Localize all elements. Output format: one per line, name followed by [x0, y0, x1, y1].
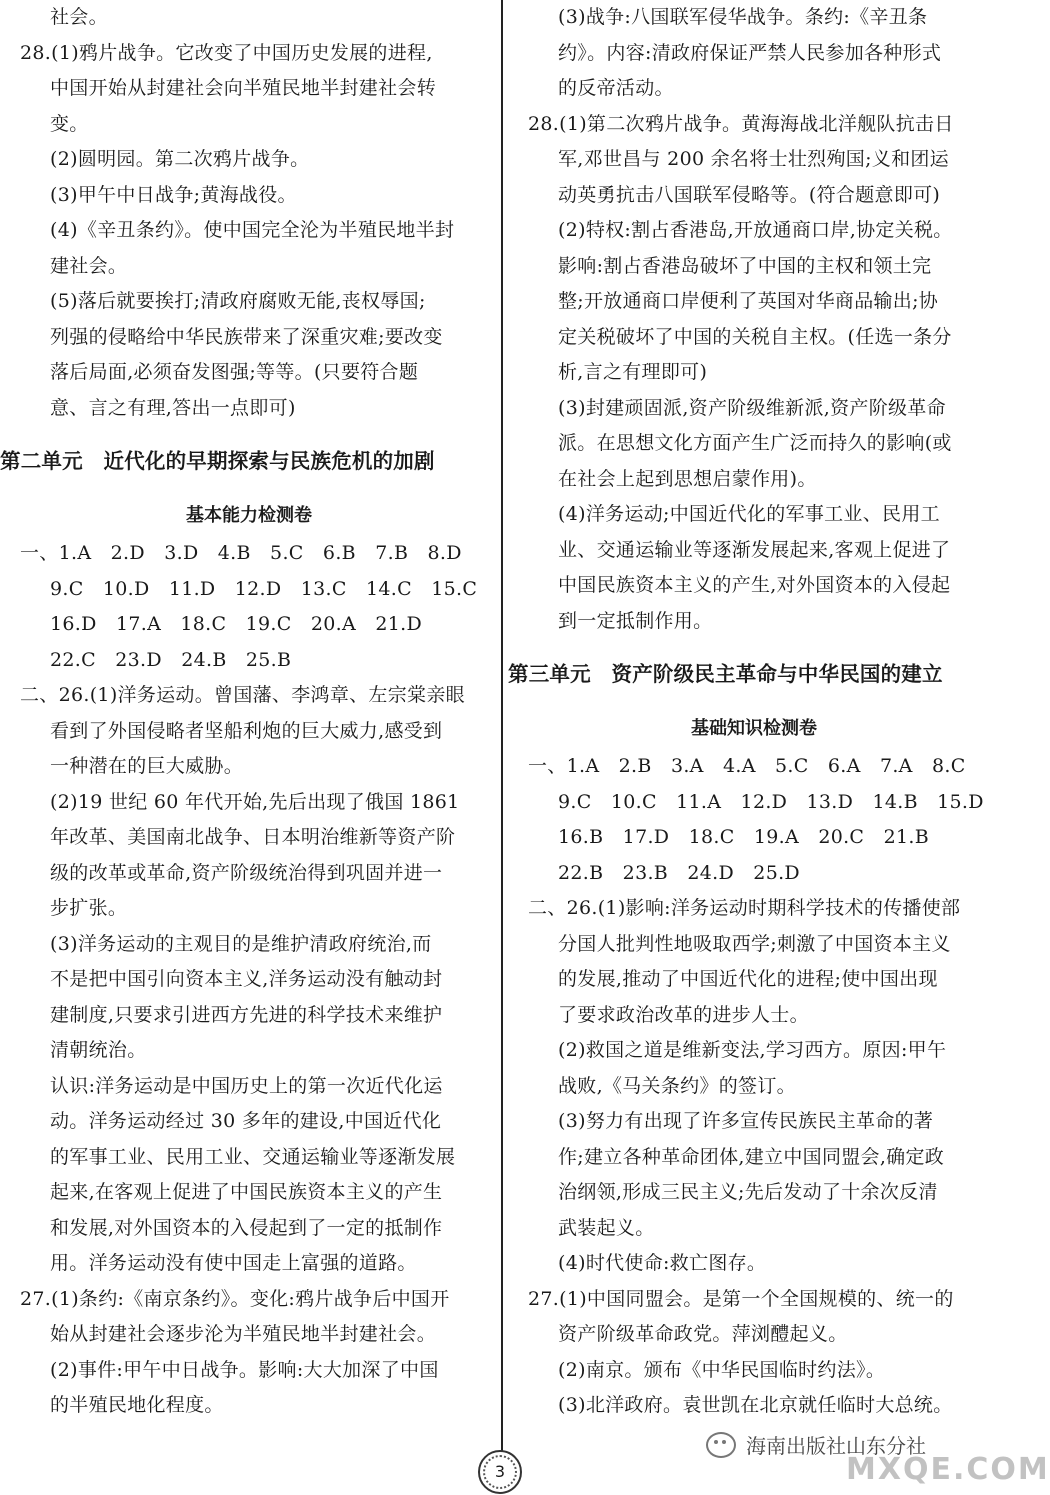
- text-line: 意、言之有理,答出一点即可): [50, 396, 296, 419]
- text-line: 的反帝活动。: [558, 77, 674, 99]
- section-subtitle: 基础知识检测卷: [691, 718, 817, 739]
- text-line: 分国人批判性地吸取西学;刺激了中国资本主义: [558, 932, 951, 955]
- text-line: 步扩张。: [50, 897, 128, 919]
- text-line: 级的改革或革命,资产阶级统治得到巩固并进一: [50, 861, 443, 884]
- text-line: 用。洋务运动没有使中国走上富强的道路。: [50, 1252, 417, 1274]
- text-line: (4)洋务运动;中国近代化的军事工业、民用工: [558, 503, 940, 525]
- text-line: 16.D 17.A 18.C 19.C 20.A 21.D: [50, 613, 422, 635]
- text-line: 二、26.(1)影响:洋务运动时期科学技术的传播使部: [528, 897, 961, 919]
- text-line: 约》。内容:清政府保证严禁人民参加各种形式: [558, 41, 942, 64]
- text-line: (3)北洋政府。袁世凯在北京就任临时大总统。: [558, 1394, 953, 1416]
- watermark-text: 海南出版社山东分社: [746, 1434, 926, 1458]
- text-line: 武装起义。: [558, 1216, 655, 1239]
- text-line: 始从封建社会逐步沦为半殖民地半封建社会。: [50, 1323, 437, 1345]
- text-line: 16.B 17.D 18.C 19.A 20.C 21.B: [558, 826, 929, 848]
- text-line: 析,言之有理即可): [558, 361, 708, 383]
- text-line: (2)事件:甲午中日战争。影响:大大加深了中国: [50, 1358, 439, 1381]
- text-line: 动。洋务运动经过 30 多年的建设,中国近代化: [50, 1110, 442, 1132]
- text-line: 业、交通运输业等逐渐发展起来,客观上促进了: [558, 538, 951, 561]
- text-line: 建社会。: [50, 254, 128, 277]
- text-line: (2)19 世纪 60 年代开始,先后出现了俄国 1861: [50, 790, 460, 813]
- text-line: (3)努力有出现了许多宣传民族民主革命的著: [558, 1110, 934, 1132]
- text-line: 在社会上起到思想启蒙作用)。: [558, 467, 817, 490]
- text-line: 中国民族资本主义的产生,对外国资本的入侵起: [558, 574, 951, 596]
- text-line: 资产阶级革命政党。萍浏醴起义。: [558, 1323, 848, 1345]
- text-line: 年改革、美国南北战争、日本明治维新等资产阶: [50, 826, 456, 848]
- text-line: 9.C 10.D 11.D 12.D 13.C 14.C 15.C: [50, 577, 478, 600]
- text-line: (2)南京。颁布《中华民国临时约法》。: [558, 1358, 886, 1381]
- text-line: (3)甲午中日战争;黄海战役。: [50, 183, 297, 206]
- text-line: 28.(1)第二次鸦片战争。黄海海战北洋舰队抗击日: [528, 112, 954, 135]
- text-line: 作;建立各种革命团体,建立中国同盟会,确定政: [558, 1145, 945, 1168]
- unit-title: 第二单元 近代化的早期探索与民族危机的加剧: [0, 449, 435, 473]
- text-line: 了要求政治改革的进步人士。: [558, 1003, 809, 1026]
- text-line: 社会。: [50, 6, 108, 28]
- text-line: 建制度,只要求引进西方先进的科学技术来维护: [50, 1003, 443, 1026]
- text-line: 27.(1)中国同盟会。是第一个全国规模的、统一的: [528, 1287, 954, 1310]
- right-column: [508, 0, 1000, 1424]
- spacer: [0, 426, 498, 442]
- wechat-icon: [706, 1432, 736, 1458]
- spacer: [508, 693, 1000, 709]
- text-line: (5)落后就要挨打;清政府腐败无能,丧权辱国;: [50, 290, 426, 312]
- text-line: 列强的侵略给中华民族带来了深重灾难;要改变: [50, 325, 443, 348]
- page-number-badge: [478, 1450, 522, 1494]
- text-line: 一、1.A 2.D 3.D 4.B 5.C 6.B 7.B 8.D: [20, 542, 462, 564]
- text-line: (4)时代使命:救亡图存。: [558, 1252, 767, 1274]
- text-line: 清朝统治。: [50, 1039, 147, 1061]
- text-line: 22.B 23.B 24.D 25.D: [558, 861, 800, 884]
- text-line: 治纲领,形成三民主义;先后发动了十余次反清: [558, 1181, 938, 1203]
- text-line: 22.C 23.D 24.B 25.B: [50, 648, 292, 671]
- text-line: 不是把中国引向资本主义,洋务运动没有触动封: [50, 968, 443, 990]
- text-line: 二、26.(1)洋务运动。曾国藩、李鸿章、左宗棠亲眼: [20, 684, 465, 706]
- text-line: (3)战争:八国联军侵华战争。条约:《辛丑条: [558, 6, 928, 28]
- text-line: 和发展,对外国资本的入侵起到了一定的抵制作: [50, 1216, 443, 1239]
- text-line: 到一定抵制作用。: [558, 609, 713, 632]
- text-line: 战败,《马关条约》的签订。: [558, 1074, 796, 1097]
- column-divider: [501, 0, 503, 1458]
- section-subtitle: 基本能力检测卷: [186, 505, 312, 526]
- text-line: 的军事工业、民用工业、交通运输业等逐渐发展: [50, 1145, 456, 1168]
- text-line: 中国开始从封建社会向半殖民地半封建社会转: [50, 77, 437, 99]
- text-line: 一、1.A 2.B 3.A 4.A 5.C 6.A 7.A 8.C: [528, 755, 966, 777]
- unit-title: 第三单元 资产阶级民主革命与中华民国的建立: [508, 662, 943, 686]
- watermark-logo: MXQE.COM: [846, 1452, 1050, 1487]
- left-column: [0, 0, 498, 1424]
- text-line: (2)特权:割占香港岛,开放通商口岸,协定关税。: [558, 219, 953, 241]
- text-line: 9.C 10.C 11.A 12.D 13.D 14.B 15.D: [558, 790, 984, 813]
- text-line: 落后局面,必须奋发图强;等等。(只要符合题: [50, 361, 419, 383]
- text-line: (3)洋务运动的主观目的是维护清政府统治,而: [50, 932, 432, 955]
- text-line: 定关税破坏了中国的关税自主权。(任选一条分: [558, 325, 952, 348]
- text-line: 变。: [50, 112, 89, 135]
- text-line: 一种潜在的巨大威胁。: [50, 755, 244, 777]
- text-line: 起来,在客观上促进了中国民族资本主义的产生: [50, 1181, 443, 1203]
- text-line: 28.(1)鸦片战争。它改变了中国历史发展的进程,: [20, 41, 433, 64]
- text-line: 整;开放通商口岸便利了英国对华商品输出;协: [558, 290, 939, 312]
- text-line: 认识:洋务运动是中国历史上的第一次近代化运: [50, 1074, 443, 1097]
- text-line: 看到了外国侵略者坚船利炮的巨大威力,感受到: [50, 719, 443, 742]
- text-line: 军,邓世昌与 200 余名将士壮烈殉国;义和团运: [558, 148, 949, 170]
- text-line: (2)救国之道是维新变法,学习西方。原因:甲午: [558, 1039, 947, 1061]
- text-line: 的半殖民地化程度。: [50, 1394, 224, 1416]
- text-line: 的发展,推动了中国近代化的进程;使中国出现: [558, 968, 938, 990]
- text-line: (3)封建顽固派,资产阶级维新派,资产阶级革命: [558, 396, 946, 419]
- text-line: 派。在思想文化方面产生广泛而持久的影响(或: [558, 432, 952, 454]
- text-line: (2)圆明园。第二次鸦片战争。: [50, 148, 310, 170]
- text-line: 27.(1)条约:《南京条约》。变化:鸦片战争后中国开: [20, 1287, 450, 1310]
- spacer: [508, 639, 1000, 655]
- page-number: 3: [494, 1462, 506, 1481]
- text-line: 影响:割占香港岛破坏了中国的主权和领土完: [558, 254, 932, 277]
- spacer: [0, 480, 498, 496]
- text-line: (4)《辛丑条约》。使中国完全沦为半殖民地半封: [50, 219, 455, 241]
- text-line: 动英勇抗击八国联军侵略等。(符合题意即可): [558, 183, 941, 206]
